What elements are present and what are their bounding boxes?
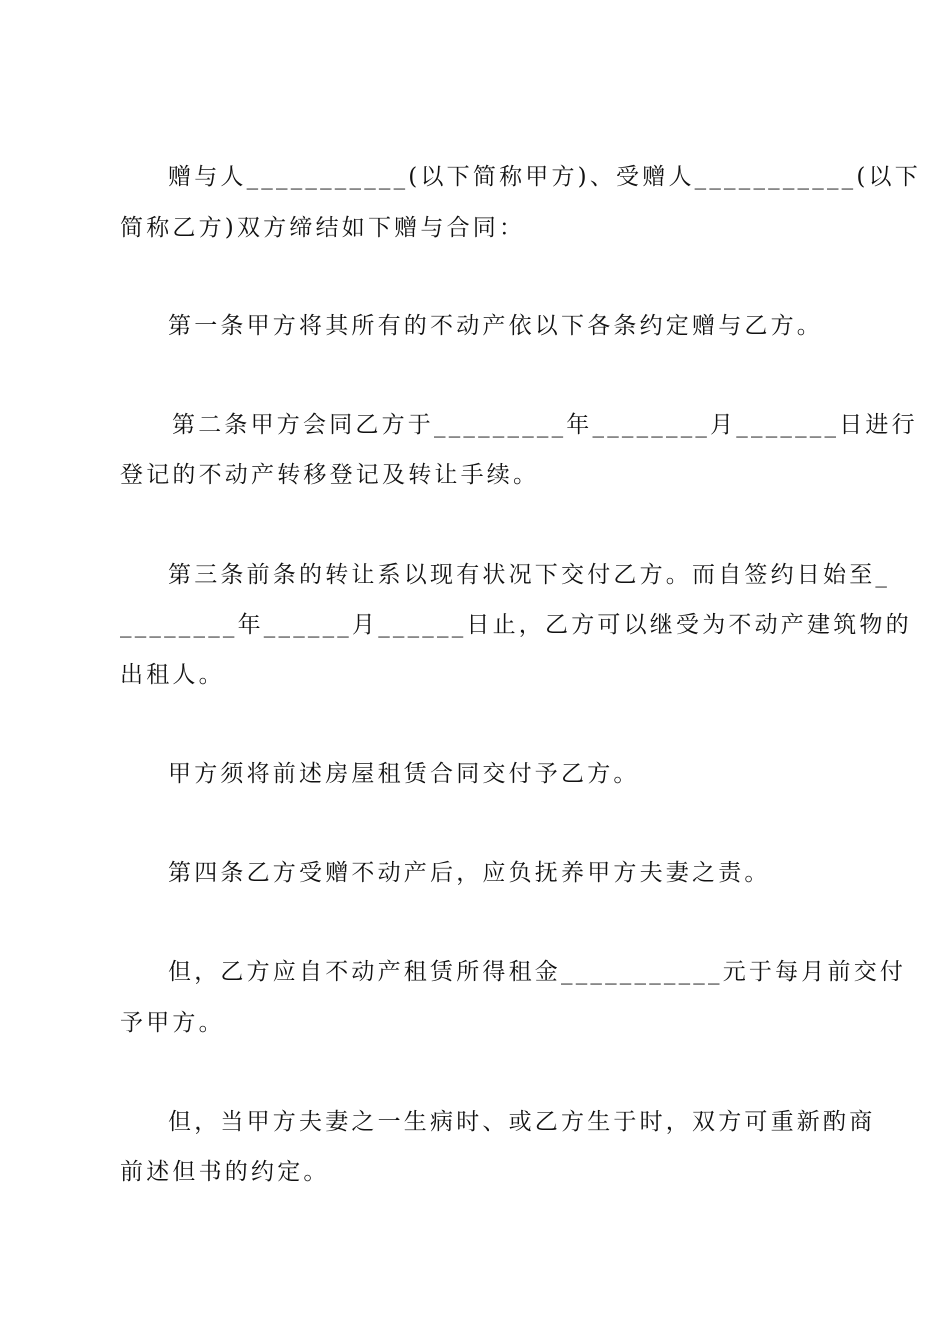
paragraph-parties-line-2: 简称乙方)双方缔结如下赠与合同： — [120, 215, 526, 241]
article-1: 第一条甲方将其所有的不动产依以下各条约定赠与乙方。 — [168, 313, 823, 339]
article-3-line-3: 出租人。 — [120, 662, 225, 688]
article-2-line-1: 第二条甲方会同乙方于_________年________月_______日进行 — [172, 412, 918, 438]
renegotiation-paragraph-line-1: 但，当甲方夫妻之一生病时、或乙方生于时，双方可重新酌商 — [168, 1109, 876, 1135]
article-2-line-2: 登记的不动产转移登记及转让手续。 — [120, 462, 540, 488]
article-3-line-1: 第三条前条的转让系以现有状况下交付乙方。而自签约日始至_ — [168, 562, 891, 588]
lease-transfer-paragraph: 甲方须将前述房屋租赁合同交付予乙方。 — [168, 761, 640, 787]
article-4: 第四条乙方受赠不动产后，应负抚养甲方夫妻之责。 — [168, 860, 771, 886]
rent-paragraph-line-2: 予甲方。 — [120, 1010, 225, 1036]
rent-paragraph-line-1: 但，乙方应自不动产租赁所得租金___________元于每月前交付 — [168, 959, 907, 985]
paragraph-parties-line-1: 赠与人___________(以下简称甲方)、受赠人___________(以下 — [168, 164, 921, 190]
renegotiation-paragraph-line-2: 前述但书的约定。 — [120, 1159, 330, 1185]
article-3-line-2: ________年______月______日止，乙方可以继受为不动产建筑物的 — [120, 612, 912, 638]
